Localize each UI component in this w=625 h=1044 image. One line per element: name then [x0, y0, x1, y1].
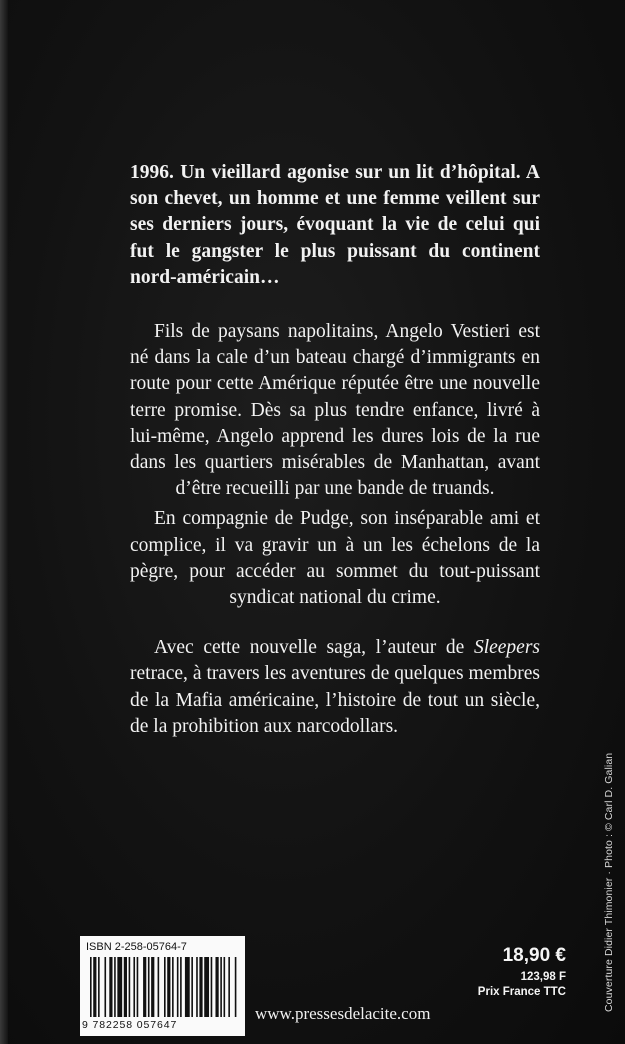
barcode-bar	[151, 957, 154, 1017]
barcode-bar	[224, 957, 226, 1017]
paragraph-3-rest: retrace, à travers les aventures de quelques membres de la Mafia américaine, l’histoire de tout un siècle, de la prohibition aux narcodollars.	[130, 663, 540, 737]
barcode-bar	[228, 957, 230, 1017]
price-euro: 18,90 €	[502, 945, 566, 966]
barcode-bar	[137, 957, 139, 1017]
barcode-bar	[158, 957, 160, 1017]
spine-edge	[0, 0, 8, 1044]
barcode-label	[80, 936, 245, 1036]
barcode-bar	[180, 957, 182, 1017]
barcode-bar	[117, 957, 122, 1017]
barcode-bar	[164, 957, 166, 1017]
blurb	[130, 160, 540, 744]
price-label: Prix France TTC	[477, 986, 566, 998]
synopsis-paragraph-3	[130, 635, 540, 740]
barcode-bar	[177, 957, 179, 1017]
intro-paragraph: 1996. Un vieillard agonise sur un lit d’hôpital. A son chevet, un homme et une femme veillent sur ses derniers jours, évoquant la vie de celui qui fut le gangster le plus puissant du continent nord-américain…	[130, 162, 540, 288]
price-block	[468, 945, 566, 1000]
barcode-bar	[172, 957, 174, 1017]
barcode-bar	[90, 957, 92, 1017]
barcode-bar	[199, 957, 202, 1017]
book-title-sleepers: Sleepers	[473, 637, 540, 659]
barcode-bar	[98, 957, 100, 1017]
barcode-bar	[196, 957, 198, 1017]
barcode-icon	[90, 957, 238, 1017]
synopsis-paragraph-1: Fils de paysans napolitains, Angelo Vestieri est né dans la cale d’un bateau chargé d’immigrants en route pour cette Amérique réputée être une nouvelle terre promise. Dès sa plus tendre enfance, livré à lui-même, Angelo apprend les dures lois de la rue dans les quartiers misérables de Manhattan, avant d’être recueilli par une bande de truands.	[130, 321, 540, 500]
barcode-bar	[143, 957, 146, 1017]
barcode-bar	[124, 957, 127, 1017]
isbn-number: ISBN 2-258-05764-7	[86, 941, 187, 953]
paragraph-3-lead: Avec cette nouvelle saga, l’auteur de	[154, 637, 474, 659]
barcode-bar	[133, 957, 135, 1017]
barcode-bar	[235, 957, 237, 1017]
barcode-bar	[211, 957, 213, 1017]
barcode-bar	[109, 957, 112, 1017]
synopsis-paragraph-2: En compagnie de Pudge, son inséparable ami et complice, il va gravir un à un les échelons de la pègre, pour accéder au sommet du tout-puissant syndicat national du crime.	[130, 508, 540, 609]
barcode-bar	[204, 957, 209, 1017]
barcode-bar	[220, 957, 222, 1017]
barcode-bar	[148, 957, 150, 1017]
barcode-bar	[167, 957, 170, 1017]
barcode-bar	[185, 957, 190, 1017]
cover-credit: Couverture Didier Thimonier · Photo : © Carl D. Galian	[603, 752, 615, 1012]
barcode-bar	[93, 957, 96, 1017]
barcode-bar	[114, 957, 116, 1017]
barcode-bar	[129, 957, 131, 1017]
barcode-bar	[191, 957, 193, 1017]
publisher-website: www.pressesdelacite.com	[255, 1004, 431, 1023]
barcode-bar	[104, 957, 106, 1017]
ean-number: 9 782258 057647	[82, 1019, 178, 1031]
barcode-bar	[215, 957, 218, 1017]
price-franc: 123,98 F	[520, 971, 566, 983]
